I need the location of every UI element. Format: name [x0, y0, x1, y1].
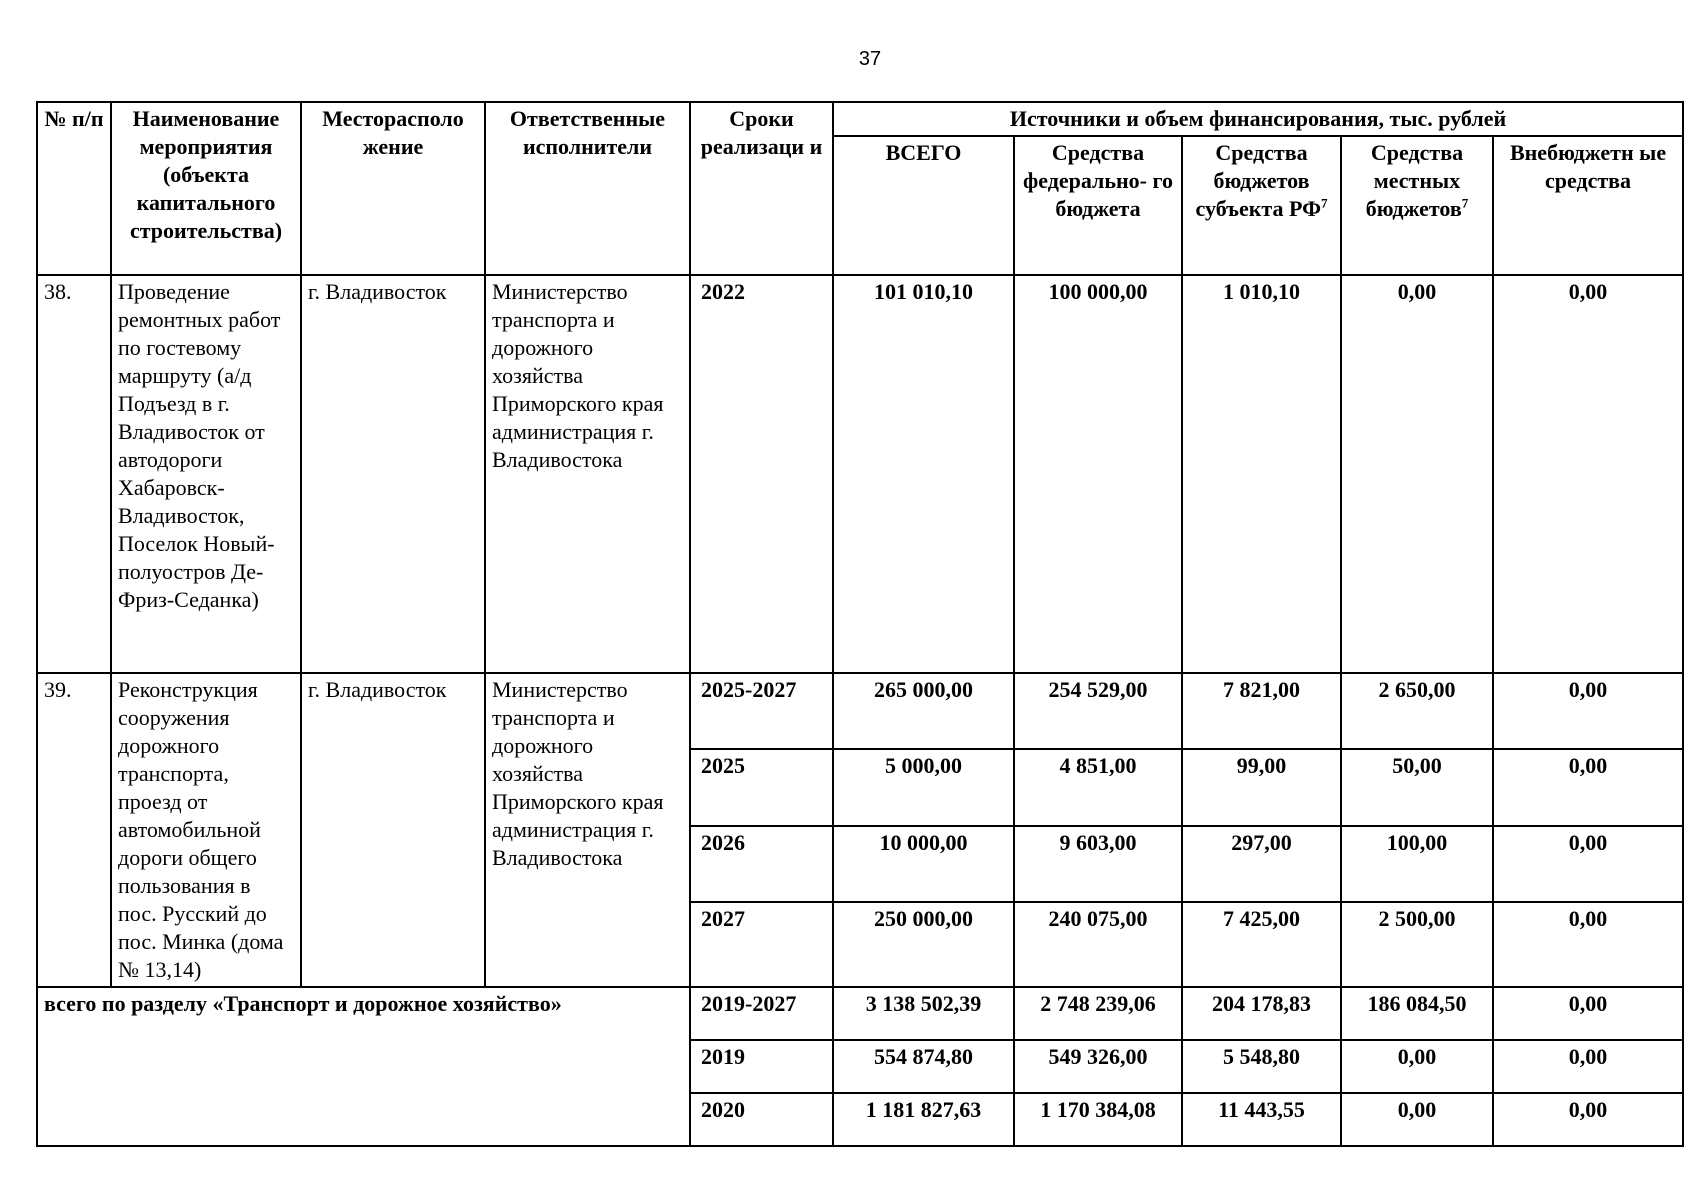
table-row: [37, 673, 1683, 749]
row-extra: 0,00: [1493, 826, 1683, 902]
row-name: Реконструкция сооружения дорожного транспорта, проезд от автомобильной дороги общего пользования в пос. Русский до пос. Минка (дома № 13,14): [111, 673, 301, 987]
total-row: [37, 987, 1683, 1040]
row-local: 100,00: [1341, 826, 1493, 902]
row-extra: 0,00: [1493, 749, 1683, 825]
row-local: 50,00: [1341, 749, 1493, 825]
row-subject: 297,00: [1182, 826, 1341, 902]
row-no: 39.: [37, 673, 111, 987]
header-local: [1341, 136, 1493, 275]
header-local-text: Средства местных бюджетов: [1365, 140, 1464, 221]
section-total-label: всего по разделу «Транспорт и дорожное хозяйство»: [37, 987, 690, 1146]
row-total: 101 010,10: [833, 275, 1014, 673]
row-subject: 99,00: [1182, 749, 1341, 825]
total-period: 2019-2027: [690, 987, 833, 1040]
total-subject: 11 443,55: [1182, 1093, 1341, 1146]
row-total: 250 000,00: [833, 902, 1014, 987]
total-extra: 0,00: [1493, 987, 1683, 1040]
header-extra: Внебюджетн ые средства: [1493, 136, 1683, 275]
total-federal: 1 170 384,08: [1014, 1093, 1182, 1146]
row-responsible: Министерство транспорта и дорожного хозяйства Приморского края администрация г. Владивостока: [485, 275, 690, 673]
row-name: Проведение ремонтных работ по гостевому маршруту (а/д Подъезд в г. Владивосток от автодороги Хабаровск-Владивосток, Поселок Новый-полуостров Де-Фриз-Седанка): [111, 275, 301, 673]
header-period: Сроки реализаци и: [690, 102, 833, 275]
row-responsible: Министерство транспорта и дорожного хозяйства Приморского края администрация г. Владивостока: [485, 673, 690, 987]
row-extra: 0,00: [1493, 275, 1683, 673]
row-federal: 240 075,00: [1014, 902, 1182, 987]
total-federal: 549 326,00: [1014, 1040, 1182, 1093]
total-local: 186 084,50: [1341, 987, 1493, 1040]
row-local: 0,00: [1341, 275, 1493, 673]
row-total: 10 000,00: [833, 826, 1014, 902]
row-period: 2022: [690, 275, 833, 673]
total-total: 554 874,80: [833, 1040, 1014, 1093]
total-extra: 0,00: [1493, 1040, 1683, 1093]
row-federal: 9 603,00: [1014, 826, 1182, 902]
funding-table: [36, 101, 1684, 1147]
row-period: 2025: [690, 749, 833, 825]
row-no: 38.: [37, 275, 111, 673]
row-local: 2 500,00: [1341, 902, 1493, 987]
row-period: 2026: [690, 826, 833, 902]
header-name: Наименование мероприятия (объекта капитального строительства): [111, 102, 301, 275]
total-local: 0,00: [1341, 1093, 1493, 1146]
page-number: 37: [858, 48, 882, 70]
row-extra: 0,00: [1493, 902, 1683, 987]
row-total: 265 000,00: [833, 673, 1014, 749]
total-subject: 5 548,80: [1182, 1040, 1341, 1093]
total-period: 2020: [690, 1093, 833, 1146]
row-period: 2027: [690, 902, 833, 987]
header-total: ВСЕГО: [833, 136, 1014, 275]
total-federal: 2 748 239,06: [1014, 987, 1182, 1040]
row-location: г. Владивосток: [301, 673, 485, 987]
row-federal: 4 851,00: [1014, 749, 1182, 825]
row-subject: 1 010,10: [1182, 275, 1341, 673]
total-total: 1 181 827,63: [833, 1093, 1014, 1146]
header-subject-footnote: 7: [1320, 195, 1328, 211]
row-federal: 254 529,00: [1014, 673, 1182, 749]
row-total: 5 000,00: [833, 749, 1014, 825]
row-subject: 7 425,00: [1182, 902, 1341, 987]
row-period: 2025-2027: [690, 673, 833, 749]
header-federal: Средства федерально- го бюджета: [1014, 136, 1182, 275]
header-funding-group: Источники и объем финансирования, тыс. рублей: [833, 102, 1683, 136]
row-local: 2 650,00: [1341, 673, 1493, 749]
total-total: 3 138 502,39: [833, 987, 1014, 1040]
header-responsible: Ответственные исполнители: [485, 102, 690, 275]
row-location: г. Владивосток: [301, 275, 485, 673]
total-extra: 0,00: [1493, 1093, 1683, 1146]
header-location: Месторасполо жение: [301, 102, 485, 275]
row-federal: 100 000,00: [1014, 275, 1182, 673]
header-local-footnote: 7: [1461, 195, 1469, 211]
row-subject: 7 821,00: [1182, 673, 1341, 749]
total-period: 2019: [690, 1040, 833, 1093]
total-local: 0,00: [1341, 1040, 1493, 1093]
table-row: [37, 275, 1683, 673]
header-no: № п/п: [37, 102, 111, 275]
header-subject: [1182, 136, 1341, 275]
row-extra: 0,00: [1493, 673, 1683, 749]
header-subject-text: Средства бюджетов субъекта РФ: [1195, 140, 1321, 221]
total-subject: 204 178,83: [1182, 987, 1341, 1040]
